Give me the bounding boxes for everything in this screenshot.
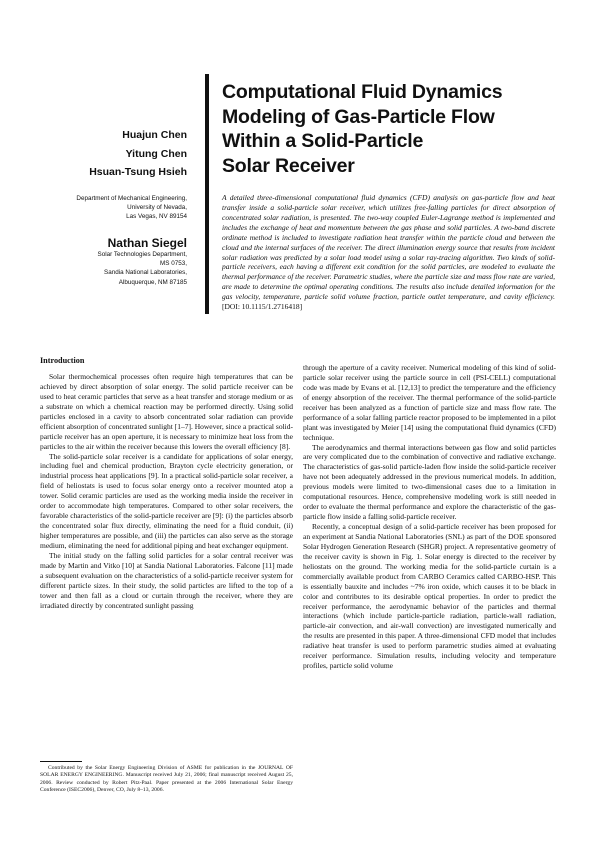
footnote-text: Contributed by the Solar Energy Engineering Division of ASME for publication in the JOURNAL OF SOLAR ENERGY ENGINEERING. Manuscript received July 21, 2006; final manuscript received August 25, 2006. Review conducted by Robert Pitz-Paal. Paper presented at the 2006 International Solar Energy Conference (ISEC2006), Denver, CO, July 8–13, 2006. <box>40 765 293 794</box>
title-line: Modeling of Gas-Particle Flow <box>222 105 495 128</box>
author-name: Nathan Siegel <box>107 236 187 250</box>
footnote-divider <box>40 761 82 762</box>
author-block-bottom <box>98 236 188 287</box>
title-line: Solar Receiver <box>222 154 355 177</box>
paper-title <box>222 80 552 178</box>
footnote <box>40 765 293 795</box>
body-column-left <box>40 356 293 611</box>
body-paragraph: Solar thermochemical processes often require high temperatures that can be achieved by direct absorption of solar energy. The solid particle receiver can be used to heat ceramic particles that serve as a heat transfer and storage medium or as a substrate on which a chemical reaction may be performed directly. Using solid particles enclosed in a cavity to absorb concentrated solar radiation can provide efficient absorption of concentrated sunlight [1–7]. However, since a practical solid-particle receiver has an open aperture, it is necessary to minimize heat loss from the particles to the air within the receiver because this lowers the overall efficiency [8]. <box>40 372 293 451</box>
affiliation-line: Sandia National Laboratories, <box>104 269 187 277</box>
affiliation-line: Department of Mechanical Engineering, <box>76 195 187 202</box>
affiliation-line: Las Vegas, NV 89154 <box>126 213 187 221</box>
body-column-right <box>303 363 556 671</box>
title-divider-bar <box>205 74 209 314</box>
affiliation-top <box>76 194 187 222</box>
title-line: Computational Fluid Dynamics <box>222 81 503 103</box>
author-list-top <box>89 126 187 182</box>
section-heading: Introduction <box>40 356 85 365</box>
author-name: Yitung Chen <box>125 147 187 160</box>
abstract <box>222 193 555 312</box>
author-name: Hsuan-Tsung Hsieh <box>89 166 187 178</box>
affiliation-line: MS 0753, <box>160 260 187 268</box>
abstract-text: A detailed three-dimensional computational fluid dynamics (CFD) analysis on gas-particle flow and heat transfer inside a solid-particle solar receiver, which utilizes free-falling particles for direct absorption of concentrated solar radiation, is presented. The two-way coupled Euler-Lagrange method is implemented and includes the exchange of heat and momentum between the gas phase and solid particles. A two-band discrete ordinate method is included to investigate radiation heat transfer within the particle cloud and between the cloud and the internal surfaces of the receiver. The direct illumination energy source that results from incident solar radiation was predicted by a solar load model using a solar ray-tracing algorithm. Two kinds of solid-particle receivers, each having a different exit condition for the solid particles, are modeled to evaluate the thermal performance of the receiver. Parametric studies, where the particle size and mass flow rate are varied, are made to determine the optimal operating conditions. The results also include detailed information for the gas velocity, temperature, particle solid volume fraction, particle outlet temperature, and cavity efficiency. <box>222 193 555 302</box>
title-line: Within a Solid-Particle <box>222 130 424 152</box>
affiliation-line: University of Nevada, <box>127 204 187 212</box>
doi-link[interactable]: [DOI: 10.1115/1.2716418] <box>222 302 303 312</box>
body-paragraph: through the aperture of a cavity receiver. Numerical modeling of this kind of solid-particle solar receiver using the particle source in cell (PSI-CELL) computational code was made by Evans et al. [12,13] to predict the temperature and the efficiency of energy absorption of the receiver. The thermal performance of the solid-particle receiver has been analyzed as a function of particle size and mass flow rate. The performance of a solar falling particle reactor proposed to be implemented in a pilot plant was investigated by Meier [14] using the computational fluid dynamics (CFD) technique. <box>303 363 556 442</box>
body-paragraph: The solid-particle solar receiver is a candidate for applications of solar energy, including fuel and chemical production, Brayton cycle electricity generation, or industrial process heat applications [9]. In a practical solid-particle solar receiver, a field of heliostats is used to focus solar energy onto a receiver mounted atop a tower. Solid ceramic particles are used as the working media inside the receiver in order to accommodate high temperatures. Compared to other solar receivers, the favorable characteristics of the solid-particle receiver are [9]: (i) the particles absorb the concentrated solar flux directly, eliminating the need for a fluid conduit, (ii) higher temperatures are possible, and (iii) the particles can also serve as the storage medium, eliminating the need for additional piping and heat exchanger equipment. <box>40 451 293 550</box>
author-name: Huajun Chen <box>122 129 187 141</box>
body-paragraph: The aerodynamics and thermal interactions between gas flow and solid particles are very complicated due to the combination of convective and radiative exchange. The characteristics of gas-solid particle-laden flow inside the solid-particle receiver have not been adequately addressed in the previous numerical models. In addition, previous models were limited to two-dimensional cases due to a limitation in computational resources. Hence, comprehensive modeling work is still needed in order to evaluate the thermal performance and explore the characteristic of the gas-particle flow inside a falling solid-particle receiver. <box>303 442 556 522</box>
affiliation-line: Solar Technologies Department, <box>97 251 187 258</box>
body-paragraph: Recently, a conceptual design of a solid-particle receiver has been proposed for an experiment at Sandia National Laboratories (SNL) as part of the DOE sponsored Solar Hydrogen Generation Research (SHGR) project. A representative geometry of the receiver cavity is shown in Fig. 1. Solar energy is directed to the receiver by heliostats on the ground. The working media for the solid-particle curtain is a commercially available product from CARBO Ceramics called CARBO-HSP. This is essentially bauxite and includes ~7% iron oxide, which causes it to be black in color and contributes to its desirable optical properties. In order to predict the receiver performance, the aerodynamic behavior of the particles and thermal interactions (which include particle-particle radiation, particle-wall radiation, particle-air convection, and air-wall convection) are investigated numerically and the results are presented in this paper. A three-dimensional CFD model that includes radiative heat transfer is used to perform parametric studies aimed at evaluating receiver performance. Simulation results, including velocity and temperature profiles, particle solid volume <box>303 522 556 671</box>
body-paragraph: The initial study on the falling solid particles for a solar central receiver was made by Martin and Vitko [10] at Sandia National Laboratories. Falcone [11] made a subsequent evaluation on the characteristics of a solid-particle receiver system for different particle sizes. In their study, the solid particles are lifted to the top of a tower and then fall as a cloud or curtain through the receiver, where they are irradiated directly by concentrated sunlight passing <box>40 550 293 610</box>
affiliation-line: Albuquerque, NM 87185 <box>118 278 187 286</box>
